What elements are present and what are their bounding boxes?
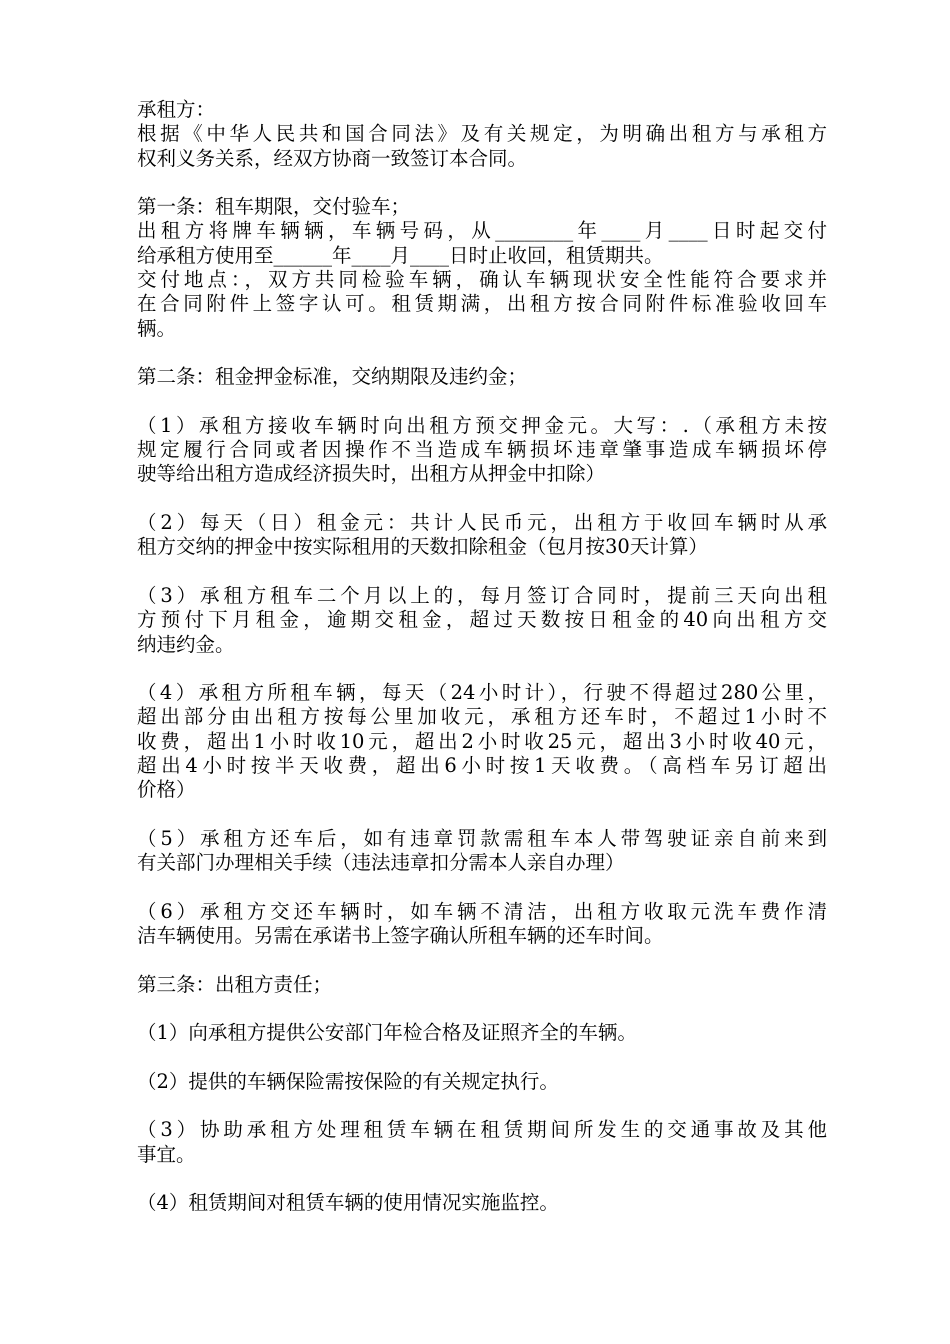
article-2-clause-4: [137, 681, 827, 802]
article-1-line: 在合同附件上签字认可。租赁期满，出租方按合同附件标准验收回车: [137, 292, 827, 316]
article-1-title: 第一条：租车期限，交付验车；: [137, 195, 411, 219]
clause-line: （4）承租方所租车辆，每天（24小时计），行驶不得超过280公里，: [137, 681, 827, 705]
article-3-clause-4: [137, 1191, 827, 1215]
article-1-line: 给承租方使用至______年____月____日时止收回，租赁期共。: [137, 243, 664, 267]
article-3-title: 第三条：出租方责任；: [137, 972, 333, 996]
preamble-line: 根据《中华人民共和国合同法》及有关规定，为明确出租方与承租方: [137, 122, 827, 146]
clause-line: 驶等给出租方造成经济损失时，出租方从押金中扣除）: [137, 462, 606, 486]
clause-line: （1）承租方接收车辆时向出租方预交押金元。大写：.（承租方未按: [137, 413, 827, 437]
article-1: [137, 195, 827, 341]
clause-line: 事宜。: [137, 1142, 196, 1166]
preamble: [137, 122, 827, 171]
clause-line: 规定履行合同或者因操作不当造成车辆损坏违章肇事造成车辆损坏停: [137, 438, 827, 462]
clause-line: （5）承租方还车后，如有违章罚款需租车本人带驾驶证亲自前来到: [137, 826, 827, 850]
lessee-label: 承租方：: [137, 98, 216, 121]
clause-line: （2）提供的车辆保险需按保险的有关规定执行。: [137, 1069, 559, 1093]
clause-line: （3）承租方租车二个月以上的，每月签订合同时，提前三天向出租: [137, 583, 827, 607]
clause-line: 收费，超出1小时收10元，超出2小时收25元，超出3小时收40元，: [137, 729, 827, 753]
article-3-clause-1: [137, 1021, 827, 1045]
article-1-line: 交付地点：，双方共同检验车辆，确认车辆现状安全性能符合要求并: [137, 268, 827, 292]
clause-line: （4）租赁期间对租赁车辆的使用情况实施监控。: [137, 1191, 559, 1215]
clause-line: （1）向承租方提供公安部门年检合格及证照齐全的车辆。: [137, 1021, 637, 1045]
article-2-title: 第二条：租金押金标准，交纳期限及违约金；: [137, 365, 528, 389]
clause-line: （3）协助承租方处理租赁车辆在租赁期间所发生的交通事故及其他: [137, 1118, 827, 1142]
clause-line: 洁车辆使用。另需在承诺书上签字确认所租车辆的还车时间。: [137, 924, 664, 948]
article-2-clause-5: [137, 827, 827, 876]
clause-line: （2）每天（日）租金元：共计人民币元，出租方于收回车辆时从承: [137, 511, 827, 535]
preamble-line: 权利义务关系，经双方协商一致签订本合同。: [137, 146, 528, 170]
clause-line: （6）承租方交还车辆时，如车辆不清洁，出租方收取元洗车费作清: [137, 899, 827, 923]
article-1-line: 辆。: [137, 316, 177, 340]
article-1-line: 出租方将牌车辆辆，车辆号码，从________年____月____日时起交付: [137, 219, 827, 243]
article-2-clause-2: [137, 511, 827, 560]
clause-line: 超出4小时按半天收费，超出6小时按1天收费。（高档车另订超出: [137, 754, 827, 778]
contract-page: [137, 98, 827, 1216]
clause-line: 纳违约金。: [137, 632, 235, 656]
article-3: [137, 973, 827, 1216]
article-2-clause-1: [137, 414, 827, 487]
article-3-clause-3: [137, 1118, 827, 1167]
clause-line: 有关部门办理相关手续（违法违章扣分需本人亲自办理）: [137, 851, 625, 875]
clause-line: 租方交纳的押金中按实际租用的天数扣除租金（包月按30天计算）: [137, 535, 708, 559]
clause-line: 超出部分由出租方按每公里加收元，承租方还车时，不超过1小时不: [137, 705, 827, 729]
article-3-clause-2: [137, 1070, 827, 1094]
article-2: [137, 365, 827, 948]
clause-line: 价格）: [137, 778, 196, 802]
article-2-clause-3: [137, 584, 827, 657]
article-2-clause-6: [137, 900, 827, 949]
clause-line: 方预付下月租金，逾期交租金，超过天数按日租金的40向出租方交: [137, 608, 827, 632]
